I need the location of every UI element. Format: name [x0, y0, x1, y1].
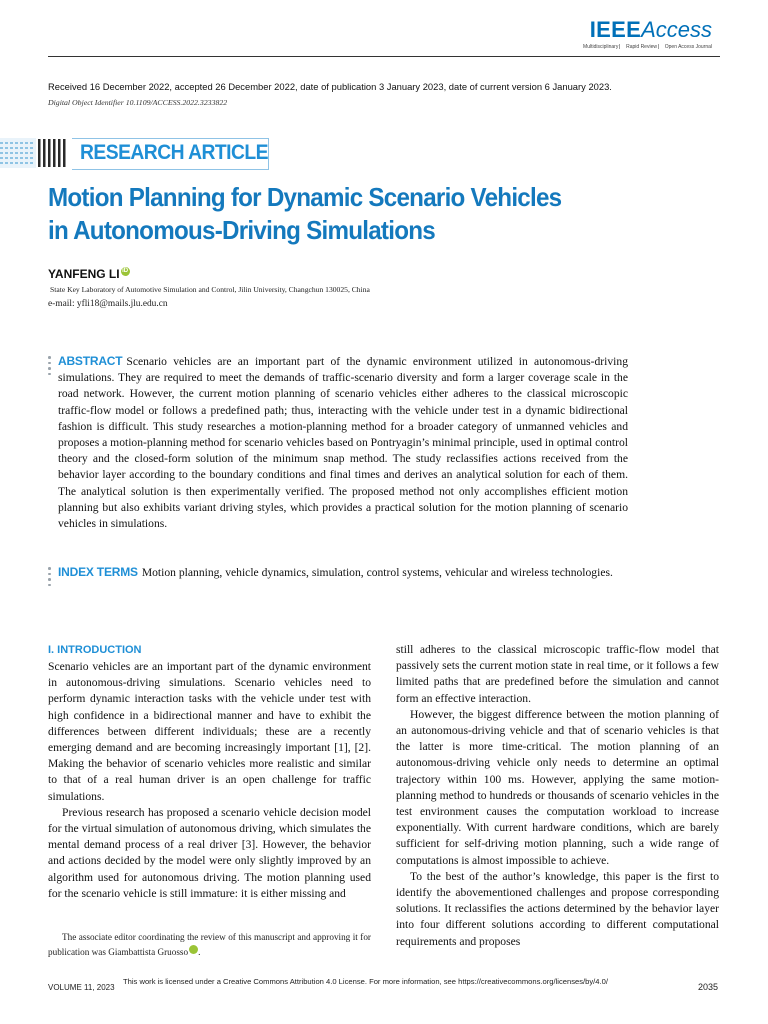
article-type-label: RESEARCH ARTICLE — [80, 141, 268, 164]
editor-footnote: The associate editor coordinating the review of this manuscript and approving it for publication was Giambattista Gruosso iD. — [48, 932, 371, 957]
orcid-icon[interactable]: iD — [189, 945, 198, 954]
doi-line[interactable]: Digital Object Identifier 10.1109/ACCESS.2022.3233822 — [48, 98, 228, 107]
received-dates: Received 16 December 2022, accepted 26 December 2022, date of publication 3 January 2023, date of current version 6 January 2023. — [48, 81, 612, 92]
index-terms-dots-icon — [48, 567, 52, 589]
paragraph: Previous research has proposed a scenario vehicle decision model for the virtual simulation of autonomous driving, which simulates the mental demand process of a real driver [3]. However, the behavior and actions decided by the model were only slightly improved by an algorithm used for autonomous driving. The motion planning used for the scenario vehicle is still immature: it is either missing and — [48, 805, 371, 900]
section-heading: I. INTRODUCTION — [48, 644, 142, 656]
body-column-left — [48, 659, 371, 902]
paragraph: still adheres to the classical microscopic traffic-flow model that passively sets the current motion state in real time, or it follows a few limited paths that are predefined before the simulation and cannot form an effective interaction. — [396, 643, 719, 705]
paragraph: However, the biggest difference between the motion planning of an autonomous-driving vehicle and that of scenario vehicles is that the latter is more time-critical. The motion planning of an autonomous-driving vehicle only needs to determine an optimal trajectory within 100 ms. However, applying the same motion-planning method to hundreds or thousands of scenario vehicles in the test environment causes the computation workload to increase exponentially. With current hardware conditions, which are barely sufficient for self-driving motion planning, such a wide range of computations is almost impossible to achieve. — [396, 707, 719, 867]
abstract-text: Scenario vehicles are an important part of the dynamic environment utilized in autonomous-driving simulations. They are required to meet the demands of traffic-scenario diversity and form a larger coverage scale in the road network. However, the current motion planning of scenario vehicles either adheres to the classical microscopic traffic-flow model or follows a predefined path; thus, interacting with the vehicle under test in a dynamic bidirectional fashion is difficult. This study researches a motion-planning method for a broader category of unmanned vehicles and proposes a motion-planning method for scenario vehicles based on Pontryagin’s minimal principle, used in optimal control theory and the closed-form solution of the minimum snap method. The study reclassifies actions received from the behavior layer according to the boundary conditions and final times and derives an analytical solution for each of them. The analytical solution is then experimentally verified. The proposed method not only accomplishes efficient motion planning but also exhibits variant driving styles, which provides a practical solution for the motion planning of scenario vehicles in simulations. — [58, 355, 628, 531]
author-block — [48, 267, 130, 281]
author-name: YANFENG LI — [48, 267, 120, 281]
abstract-heading: ABSTRACT — [58, 354, 123, 368]
index-terms-text: Motion planning, vehicle dynamics, simulation, control systems, vehicular and wireless technologies. — [141, 566, 613, 579]
logo-access: Access — [641, 17, 712, 42]
index-terms-heading: INDEX TERMS — [58, 565, 138, 579]
journal-logo — [583, 18, 712, 50]
volume-label: VOLUME 11, 2023 — [48, 983, 115, 992]
title-line-2: in Autonomous-Driving Simulations — [48, 215, 435, 245]
paper-title — [48, 181, 668, 247]
paragraph: Scenario vehicles are an important part of the dynamic environment in autonomous-driving simulations. Scenario vehicles need to perform dynamic interaction tasks with the vehicle under test with high confidence in a bidirectional manner and have to exhibit the differences between different individuals; these are a recently emerging demand and are becoming increasingly important [1], [2]. Making the behavior of scenario vehicles more realistic and similar to that of a real human driver is an open challenge for traffic simulations. — [48, 660, 371, 803]
article-type-stripes — [0, 136, 70, 170]
author-email[interactable]: e-mail: yfli18@mails.jlu.edu.cn — [48, 299, 168, 309]
logo-tagline: Multidisciplinary ⎸ Rapid Review ⎸ Open Access Journal — [583, 44, 712, 50]
license-notice[interactable]: This work is licensed under a Creative Commons Attribution 4.0 License. For more information, see https://creativecommons.org/licenses/by/4.0/ — [123, 977, 608, 986]
abstract — [58, 353, 628, 532]
logo-ieee: IEEE — [589, 17, 642, 42]
page-number: 2035 — [697, 982, 718, 992]
index-terms — [58, 564, 628, 581]
paragraph: To the best of the author’s knowledge, this paper is the first to identify the abovementioned challenges and propose corresponding solutions. It reclassifies the actions determined by the behavior layer into four different solutions according to different computational requirements and proposes — [396, 869, 719, 948]
body-column-right — [396, 642, 719, 950]
footnote-text: The associate editor coordinating the review of this manuscript and approving it for publication was Giambattista Gruosso — [48, 932, 371, 957]
author-affiliation: State Key Laboratory of Automotive Simulation and Control, Jilin University, Changchun 130025, China — [50, 285, 370, 294]
title-line-1: Motion Planning for Dynamic Scenario Vehicles — [48, 182, 562, 212]
orcid-icon[interactable]: iD — [122, 268, 129, 274]
header-rule — [48, 56, 720, 57]
abstract-dots-icon — [48, 356, 52, 378]
